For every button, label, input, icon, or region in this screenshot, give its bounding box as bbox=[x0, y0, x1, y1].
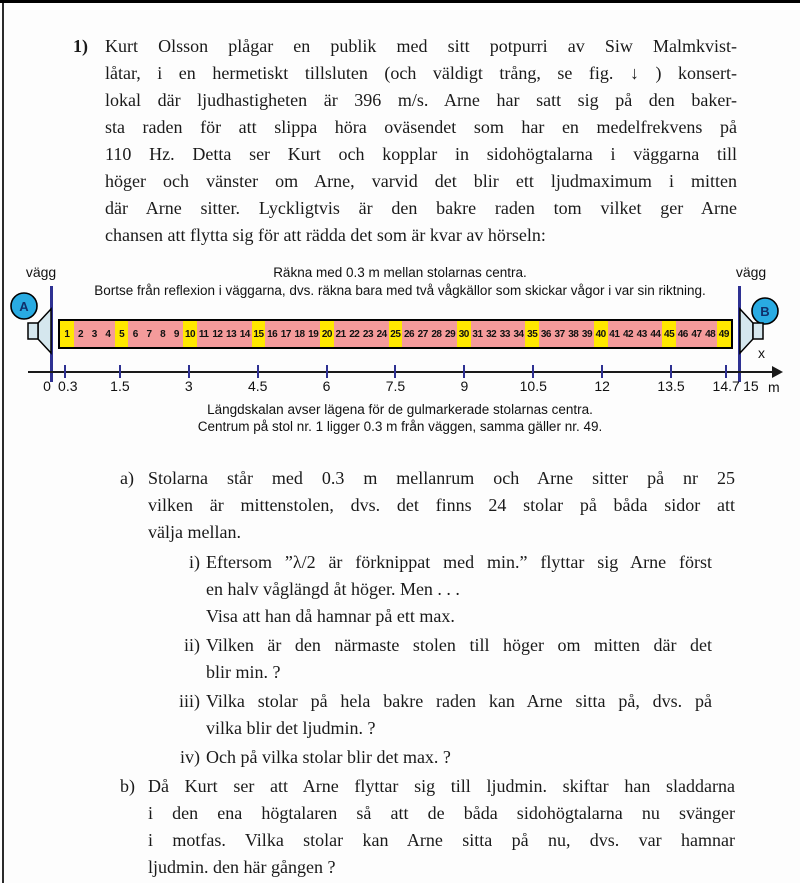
seating-diagram bbox=[0, 259, 800, 445]
x-axis-arrowhead bbox=[772, 366, 783, 378]
chair-49: 49 bbox=[717, 321, 731, 347]
chair-11: 11 bbox=[198, 328, 209, 340]
text-line: Visa att han då hamnar på ett max. bbox=[206, 606, 455, 626]
text-line: lokal där ljudhastigheten är 396 m/s. Arne har satt sig på den baker- bbox=[105, 90, 737, 110]
chair-2: 2 bbox=[78, 328, 84, 340]
chair-15: 15 bbox=[252, 321, 266, 347]
chair-12: 12 bbox=[212, 328, 223, 340]
axis-tick-label-0: 0 bbox=[43, 378, 51, 394]
x-axis bbox=[28, 371, 775, 373]
item-ii-text bbox=[206, 632, 712, 686]
chair-47: 47 bbox=[691, 328, 702, 340]
text-line: Då Kurt ser att Arne flyttar sig till ljudmin. skiftar han sladdarna bbox=[148, 776, 735, 796]
section-b-label: b) bbox=[120, 776, 135, 796]
item-i bbox=[170, 549, 712, 630]
text-line: en halv våglängd åt höger. Men . . . bbox=[206, 579, 460, 599]
chair-23: 23 bbox=[362, 328, 374, 340]
text-line: där Arne sitter. Lyckligtvis är den bakre raden tom vilket ger Arne bbox=[105, 198, 737, 218]
text-line: Kurt Olsson plågar en publik med sitt potpurri av Siw Malmkvist- bbox=[105, 36, 737, 56]
chair-3: 3 bbox=[91, 328, 97, 340]
text-line: vilken är mittenstolen, dvs. det finns 24 stolar på båda sidor att bbox=[148, 495, 735, 515]
chair-27: 27 bbox=[417, 328, 428, 340]
chair-38: 38 bbox=[568, 328, 579, 340]
section-a-text bbox=[148, 465, 735, 546]
diagram-caption-1: Längdskalan avser lägena för de gulmarkerade stolarnas centra. bbox=[207, 402, 593, 417]
axis-tick-label-13.5: 13.5 bbox=[657, 378, 685, 394]
chair-45: 45 bbox=[662, 321, 676, 347]
section-a bbox=[120, 465, 735, 546]
speaker-a-driver bbox=[28, 323, 38, 339]
wall-label-left: vägg bbox=[25, 264, 57, 280]
axis-tick-13.5 bbox=[670, 365, 672, 378]
speaker-a-horn bbox=[38, 309, 51, 353]
chair-17: 17 bbox=[280, 328, 291, 340]
chair-1: 1 bbox=[60, 321, 74, 347]
axis-tick-label-1.5: 1.5 bbox=[110, 378, 130, 394]
axis-tick-9 bbox=[463, 365, 465, 378]
chair-7: 7 bbox=[146, 328, 152, 340]
axis-variable-label: x bbox=[758, 345, 765, 361]
chair-39: 39 bbox=[581, 328, 593, 340]
section-b-text bbox=[148, 773, 735, 881]
axis-unit-label: m bbox=[768, 379, 780, 395]
problem-text bbox=[105, 33, 737, 249]
item-iii-label: iii) bbox=[179, 691, 200, 711]
text-line: vilka blir det ljudmin. ? bbox=[206, 718, 376, 738]
axis-tick-0.3 bbox=[64, 365, 66, 378]
axis-tick-12 bbox=[601, 365, 603, 378]
text-line: Eftersom ”λ/2 är förknippat med min.” flyttar sig Arne först bbox=[206, 552, 712, 572]
item-i-label: i) bbox=[189, 552, 200, 572]
text-line: höger och vänster om Arne, varvid det blir ett ljudmaximum i mitten bbox=[105, 171, 737, 191]
speaker-b-letter: B bbox=[760, 304, 770, 319]
chair-16: 16 bbox=[267, 328, 278, 340]
axis-tick-label-6: 6 bbox=[322, 378, 331, 394]
chair-36: 36 bbox=[540, 328, 551, 340]
chair-21: 21 bbox=[335, 328, 346, 340]
chair-18: 18 bbox=[294, 328, 305, 340]
chair-35: 35 bbox=[525, 321, 539, 347]
chair-20: 20 bbox=[320, 321, 334, 347]
text-line: i motfas. Vilka stolar kan Arne sitta på nu, dvs. var hamnar bbox=[148, 830, 735, 850]
axis-tick-label-14.7: 14.7 bbox=[712, 378, 740, 394]
axis-tick-label-10.5: 10.5 bbox=[519, 378, 547, 394]
chair-48: 48 bbox=[705, 328, 716, 340]
problem-paragraph bbox=[73, 33, 737, 249]
axis-tick-3 bbox=[188, 365, 190, 378]
text-line: ljudmin. den här gången ? bbox=[148, 857, 336, 877]
axis-tick-label-7.5: 7.5 bbox=[385, 378, 406, 394]
axis-tick-10.5 bbox=[532, 365, 534, 378]
chair-8: 8 bbox=[160, 328, 166, 340]
diagram-caption-2: Centrum på stol nr. 1 ligger 0.3 m från väggen, samma gäller nr. 49. bbox=[197, 419, 603, 434]
chair-row bbox=[58, 319, 733, 349]
chair-10: 10 bbox=[183, 321, 197, 347]
axis-tick-label-15: 15 bbox=[743, 378, 759, 394]
text-line: i den ena högtalaren så att de båda sidohögtalarna nu svänger bbox=[148, 803, 735, 823]
chair-34: 34 bbox=[513, 328, 524, 340]
text-line: välja mellan. bbox=[148, 522, 241, 542]
chair-37: 37 bbox=[554, 328, 565, 340]
chair-19: 19 bbox=[308, 328, 319, 340]
chair-43: 43 bbox=[636, 328, 647, 340]
axis-tick-label-3: 3 bbox=[184, 378, 193, 394]
axis-tick-label-9: 9 bbox=[460, 378, 469, 394]
axis-tick-6 bbox=[326, 365, 328, 378]
text-line: Vilka stolar på hela bakre raden kan Arne sitta på, dvs. på bbox=[206, 691, 712, 711]
axis-tick-4.5 bbox=[257, 365, 259, 378]
speaker-b-icon bbox=[736, 291, 794, 363]
chair-6: 6 bbox=[132, 328, 138, 340]
chair-28: 28 bbox=[431, 328, 442, 340]
wall-label-right: vägg bbox=[735, 264, 767, 280]
chair-33: 33 bbox=[499, 328, 510, 340]
text-line: 110 Hz. Detta ser Kurt och kopplar in sidohögtalarna i väggarna till bbox=[105, 144, 737, 164]
speaker-b-horn bbox=[740, 309, 753, 353]
chair-24: 24 bbox=[376, 328, 387, 340]
item-i-text bbox=[206, 549, 712, 630]
chair-5: 5 bbox=[115, 321, 129, 347]
axis-tick-14.7 bbox=[725, 365, 727, 378]
text-line: Stolarna står med 0.3 m mellanrum och Arne sitter på nr 25 bbox=[148, 468, 735, 488]
speaker-b-driver bbox=[753, 323, 763, 339]
speaker-a-letter: A bbox=[19, 299, 29, 314]
chair-40: 40 bbox=[594, 321, 608, 347]
section-a-label: a) bbox=[120, 468, 134, 488]
chair-42: 42 bbox=[622, 328, 634, 340]
text-line: blir min. ? bbox=[206, 662, 281, 682]
item-iv-label: iv) bbox=[180, 747, 200, 767]
chair-46: 46 bbox=[677, 328, 688, 340]
item-iii-text bbox=[206, 688, 712, 742]
diagram-note-1: Räkna med 0.3 m mellan stolarnas centra. bbox=[273, 265, 527, 280]
item-iii bbox=[170, 688, 712, 742]
item-iv-text bbox=[206, 744, 712, 771]
text-line: Och på vilka stolar blir det max. ? bbox=[206, 747, 451, 767]
chair-29: 29 bbox=[445, 328, 456, 340]
axis-tick-label-0.3: 0.3 bbox=[58, 378, 78, 394]
text-line: sta raden för att slippa höra oväsendet som har en medelfrekvens på bbox=[105, 117, 737, 137]
chair-9: 9 bbox=[173, 328, 179, 340]
chair-31: 31 bbox=[472, 328, 483, 340]
speaker-a-icon bbox=[7, 291, 57, 363]
axis-tick-1.5 bbox=[119, 365, 121, 378]
chair-25: 25 bbox=[389, 321, 403, 347]
chair-26: 26 bbox=[403, 328, 415, 340]
section-b bbox=[120, 773, 735, 881]
text-line: chansen att flytta sig för att rädda det som är kvar av hörseln: bbox=[105, 225, 546, 245]
diagram-note-2: Bortse från reflexion i väggarna, dvs. räkna bara med två vågkällor som skickar vågor i var sin riktning. bbox=[94, 283, 706, 298]
chair-41: 41 bbox=[609, 328, 620, 340]
chair-22: 22 bbox=[349, 328, 360, 340]
axis-tick-label-12: 12 bbox=[594, 378, 610, 394]
axis-tick-label-4.5: 4.5 bbox=[247, 378, 268, 394]
chair-44: 44 bbox=[650, 328, 661, 340]
item-iv bbox=[170, 744, 712, 771]
axis-tick-7.5 bbox=[394, 365, 396, 378]
chair-30: 30 bbox=[457, 321, 471, 347]
chair-14: 14 bbox=[239, 328, 250, 340]
chair-13: 13 bbox=[226, 328, 237, 340]
problem-number: 1) bbox=[73, 36, 88, 56]
item-ii-label: ii) bbox=[184, 635, 200, 655]
text-line: Vilken är den närmaste stolen till höger om mitten där det bbox=[206, 635, 712, 655]
text-line: låtar, i en hermetiskt tillsluten (och väldigt trång, se fig. ↓ ) konsert- bbox=[105, 63, 737, 83]
chair-4: 4 bbox=[105, 328, 111, 340]
item-ii bbox=[170, 632, 712, 686]
chair-32: 32 bbox=[486, 328, 497, 340]
